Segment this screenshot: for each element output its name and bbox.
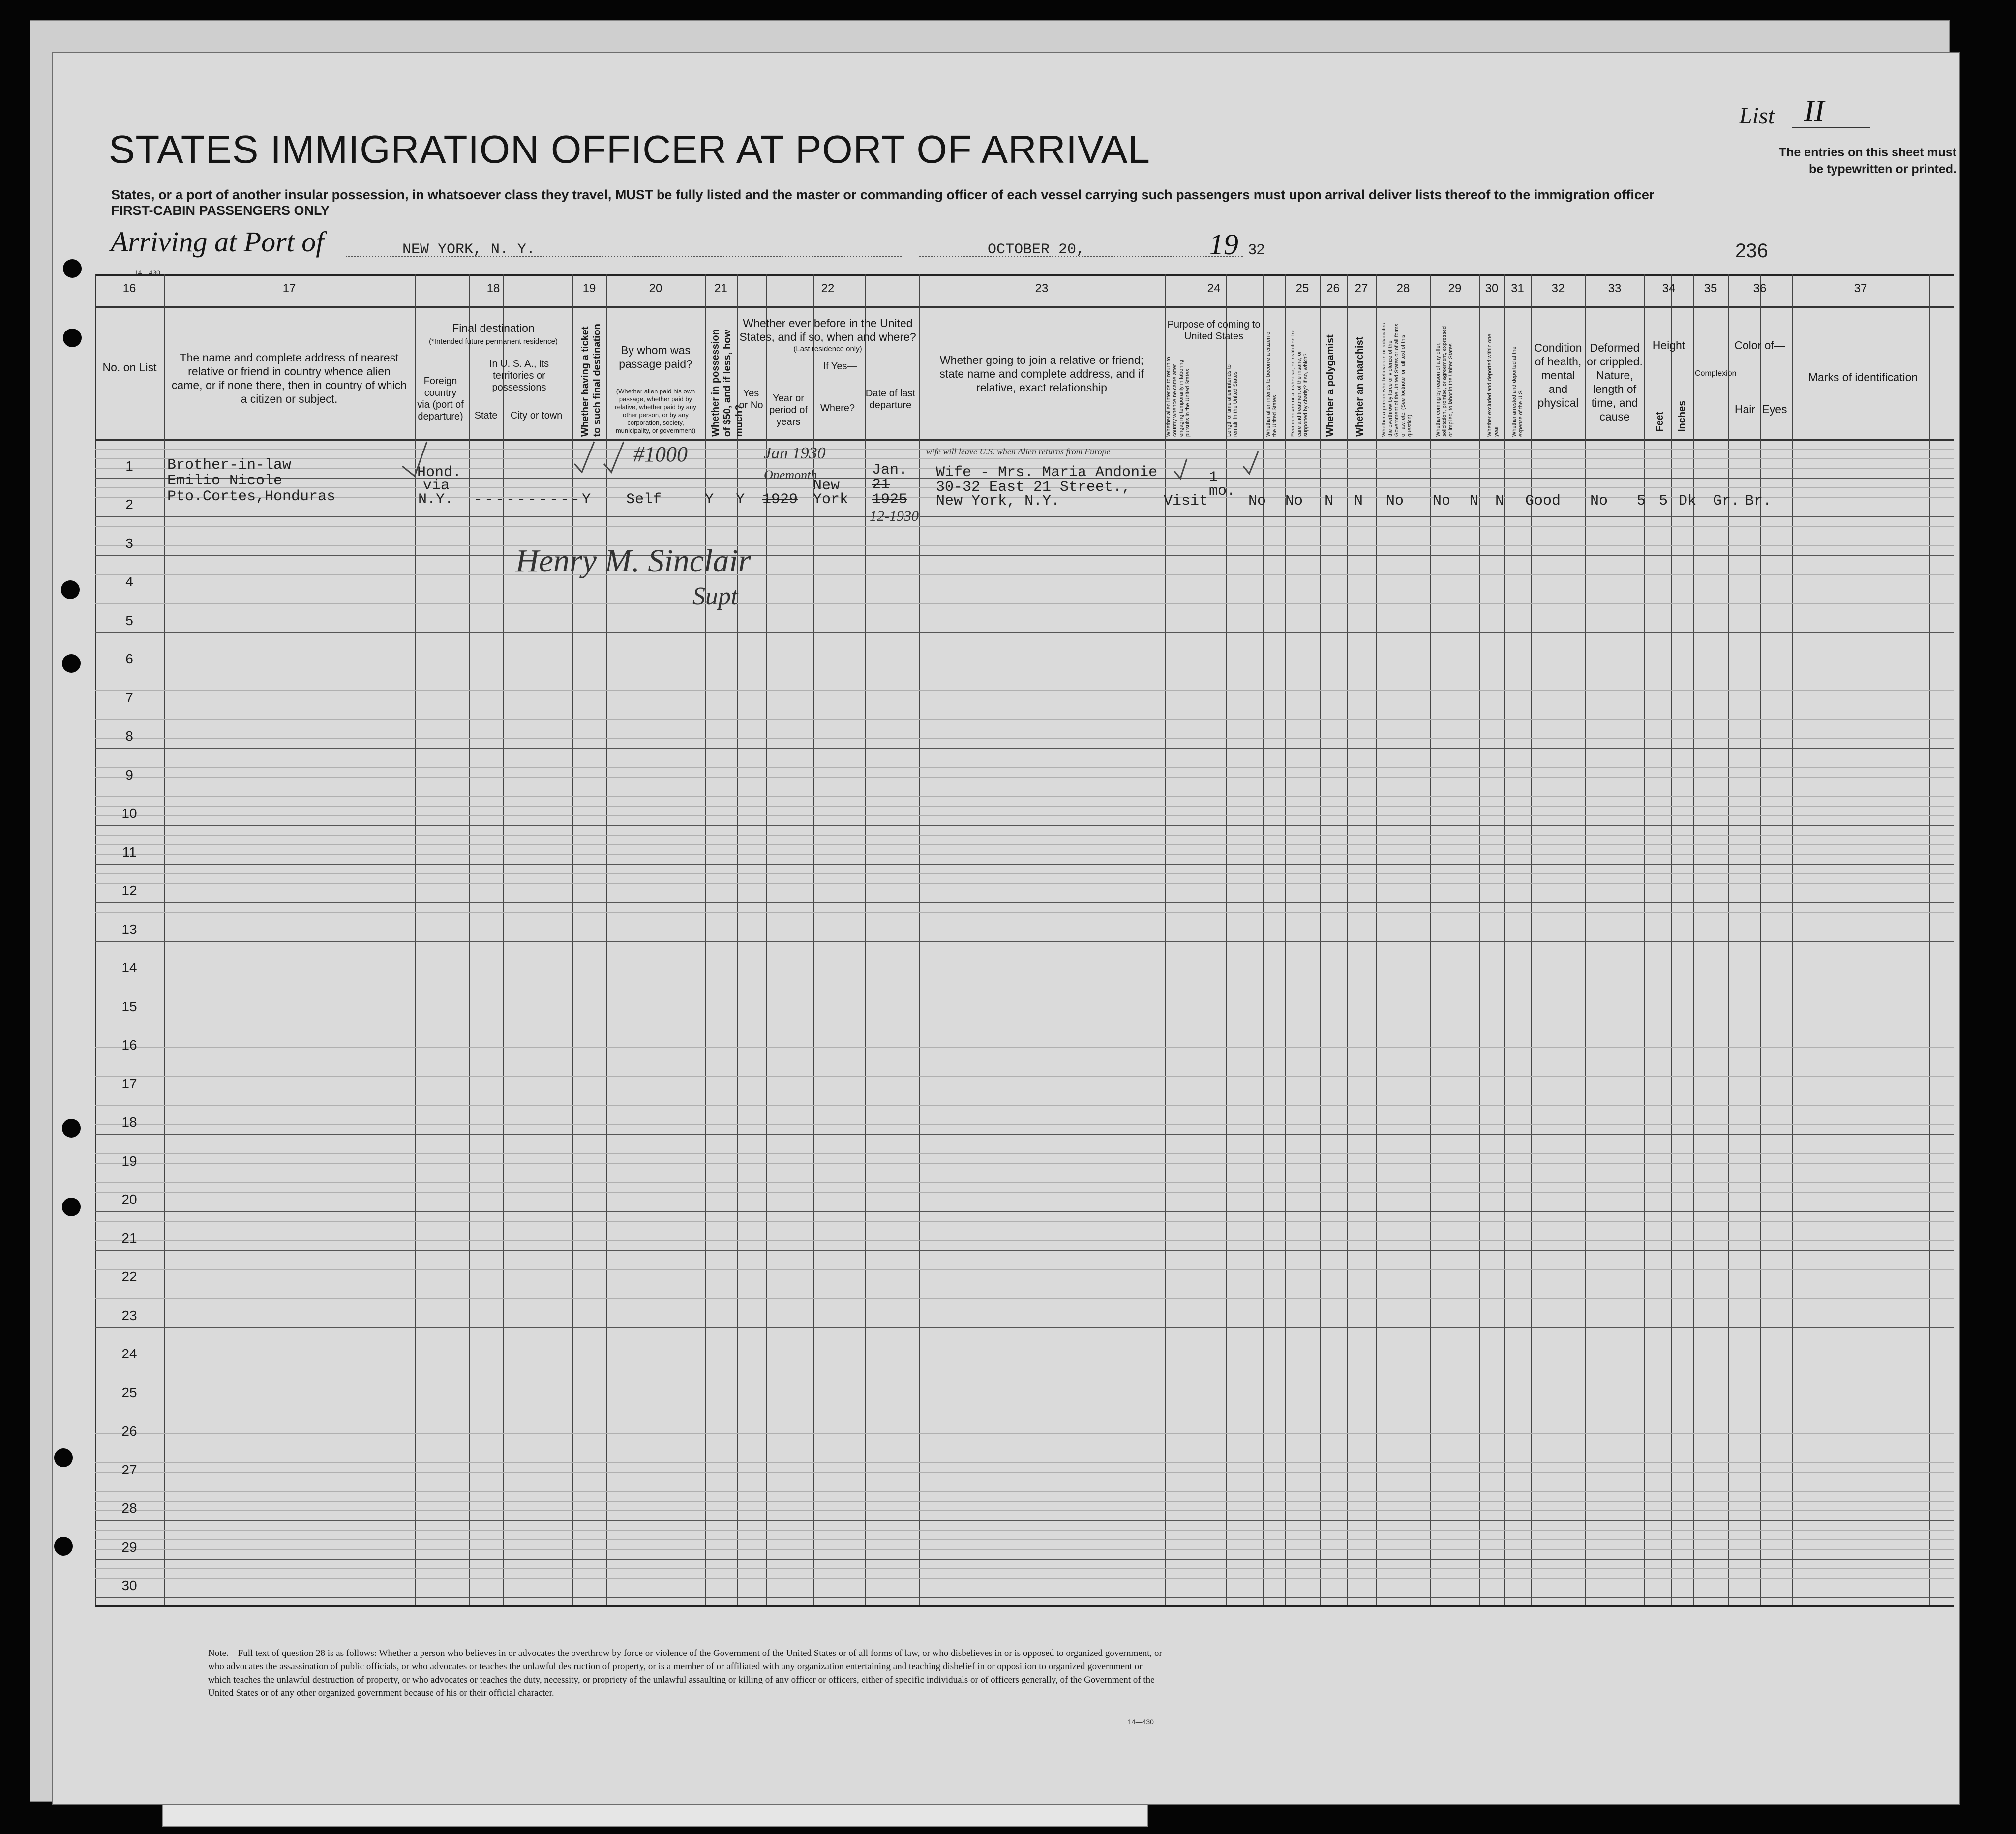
departure-handwritten: 12-1930 — [870, 508, 919, 524]
col-head-yes-no: Yes or No — [739, 388, 763, 411]
row-number: 19 — [121, 1153, 137, 1169]
col-head-feet: Feet — [1655, 411, 1665, 432]
citizen-value: No — [1248, 493, 1266, 510]
before-where-2: York — [813, 491, 849, 508]
row-number: 2 — [125, 497, 133, 512]
col-num-27: 27 — [1354, 282, 1368, 295]
join-line-3: New York, N.Y. — [936, 493, 1060, 510]
deformed-value: No — [1590, 493, 1608, 510]
row-number: 15 — [121, 998, 137, 1014]
before-year-handwritten: Jan 1930 — [764, 444, 826, 462]
passage-handwritten: #1000 — [633, 442, 688, 466]
row-number: 23 — [121, 1307, 137, 1323]
col-head-ticket: Whether having a ticket to such final destination — [580, 323, 602, 437]
col-head-no-on-list: No. on List — [102, 361, 157, 374]
health-value: Good — [1525, 493, 1561, 510]
col-head-marks: Marks of identification — [1808, 371, 1918, 384]
col-num-17: 17 — [282, 282, 296, 295]
col-head-polygamist: Whether a polygamist — [1325, 334, 1336, 437]
header-class: FIRST-CABIN PASSENGERS ONLY — [111, 203, 330, 218]
col-num-22: 22 — [821, 282, 835, 295]
col-head-state: State — [474, 410, 498, 421]
row-number: 5 — [125, 612, 133, 628]
signature-title: Supt — [692, 582, 738, 610]
list-label: List — [1739, 103, 1775, 129]
col-num-30: 30 — [1485, 282, 1499, 295]
stay-line-2: mo. — [1209, 483, 1236, 500]
prison-value: No — [1285, 493, 1303, 510]
punch-hole — [62, 1119, 81, 1138]
excluded-value: N — [1470, 493, 1479, 510]
col-head-passage-paid: By whom was passage paid? — [619, 344, 692, 370]
col-head-labor: Whether coming by reason of any offer, solicitation, promise, or agreement, expressed or implied, to labor in the United States — [1435, 326, 1454, 437]
col-head-passage-paid-sub: (Whether alien paid his own passage, whether paid by relative, whether paid by any other person, or by any corporation, society, municipality, or government) — [615, 388, 696, 434]
col-head-inches: Inches — [1677, 400, 1687, 432]
row-number: 3 — [125, 535, 133, 551]
row-number: 12 — [121, 883, 137, 898]
col-head-color: Color of— — [1734, 339, 1785, 352]
col-head-hair: Hair — [1734, 403, 1756, 416]
relative-line-3: Pto.Cortes,Honduras — [167, 488, 336, 505]
col-head-excluded: Whether excluded and deported within one year — [1487, 333, 1499, 437]
col-num-29: 29 — [1448, 282, 1462, 295]
page-title: STATES IMMIGRATION OFFICER AT PORT OF ARRIVAL — [109, 127, 1150, 171]
col-num-16: 16 — [122, 282, 136, 295]
footer-code: 14—430 — [1128, 1718, 1154, 1726]
departure-line-2: 21 — [872, 477, 890, 493]
col-head-health: Condition of health, mental and physical — [1534, 341, 1582, 409]
signature-name: Henry M. Sinclair — [515, 543, 751, 579]
row-number: 10 — [121, 806, 137, 821]
row-number: 13 — [121, 921, 137, 937]
arrested-value: N — [1495, 493, 1504, 510]
row-number: 9 — [125, 767, 133, 782]
foreign-line-2: via — [423, 478, 450, 494]
check-mark-24 — [1174, 459, 1187, 479]
before-year-handwritten-2: Onemonth — [764, 468, 817, 482]
footnote: Note.—Full text of question 28 is as follows: Whether a person who believes in or advocates the overthrow by force or violence of the Government of the United States or of all forms of law, or who disbelieves in or is opposed to organized government, or who advocates the assassination of public officials, or who advocates or teaches the unlawful destruction of property, or is a member of or affiliated with any organization entertaining and teaching disbelief in or opposition to organized government or which teaches the unlawful destruction of property, or who advocates or teaches the duty, necessity, or propriety of the unlawful assaulting or killing of any officer or officers, either of specific individuals or of officers generally, of the Government of the United States or of any other organized government because of his or their official character. — [208, 1648, 1162, 1698]
row-number: 25 — [121, 1384, 137, 1400]
col-head-advocates: Whether a person who believes in or advocates the overthrow by force or violence of the Government of the United States or of all forms of law, etc. (See footnote for full text of this question) — [1381, 323, 1413, 437]
col-head-fifty: Whether in possession of $50, and if less, how much? — [710, 329, 745, 437]
punch-hole — [61, 580, 80, 599]
col-head-foreign-country: Foreign country via (port of departure) — [417, 376, 464, 422]
col-num-33: 33 — [1608, 282, 1622, 295]
purpose-value: Visit — [1164, 493, 1208, 510]
col-num-36: 36 — [1753, 282, 1767, 295]
col-head-height: Height — [1652, 339, 1685, 352]
list-number: II — [1804, 94, 1825, 128]
anarchist-value: N — [1354, 493, 1363, 510]
before-where-1: New — [813, 478, 840, 494]
punch-hole — [63, 259, 82, 278]
col-head-citizen: Whether alien intends to become a citizen of the United States — [1265, 330, 1278, 437]
departure-line-1: Jan. — [872, 462, 908, 479]
fifty-value: Y — [705, 491, 714, 508]
punch-hole — [54, 1537, 73, 1556]
col-head-ever-before: Whether ever before in the United States, and if so, when and where? — [739, 317, 916, 343]
col-num-31: 31 — [1511, 282, 1524, 295]
row-number: 24 — [121, 1346, 137, 1361]
before-year-value: 1929 — [762, 491, 798, 508]
check-marks — [53, 53, 1959, 1804]
hair-value: Gr. — [1713, 493, 1740, 510]
col-num-35: 35 — [1704, 282, 1717, 295]
port-of-arrival: NEW YORK, N. Y. — [402, 241, 536, 258]
col-num-21: 21 — [714, 282, 727, 295]
col-num-20: 20 — [649, 282, 662, 295]
col-num-26: 26 — [1326, 282, 1340, 295]
col-num-18: 18 — [486, 282, 500, 295]
col-head-where: Where? — [820, 403, 855, 414]
col-head-last-departure: Date of last departure — [865, 388, 916, 411]
before-yes-value: Y — [736, 491, 745, 508]
col-head-final-destination-sub: (*Intended future permanent residence) — [429, 337, 558, 346]
col-head-eyes: Eyes — [1762, 403, 1787, 416]
polygamist-value: N — [1324, 493, 1334, 510]
row-number: 6 — [125, 651, 133, 666]
col-num-34: 34 — [1662, 282, 1676, 295]
col-head-prison: Ever in prison or almshouse, or institution for care and treatment of the insane, or supported by charity? If so, which? — [1290, 330, 1309, 437]
col-head-year: Year or period of years — [769, 393, 808, 427]
check-mark-20 — [604, 442, 624, 472]
row-number: 7 — [125, 690, 133, 705]
punch-hole — [62, 1198, 81, 1216]
entries-note-line2: be typewritten or printed. — [1808, 162, 1956, 176]
arrival-date: OCTOBER 20, — [988, 241, 1085, 258]
row-number: 29 — [121, 1539, 137, 1555]
year-suffix: 32 — [1248, 241, 1265, 258]
check-mark-25 — [1243, 451, 1258, 474]
col-num-28: 28 — [1396, 282, 1410, 295]
row-number: 11 — [122, 844, 137, 860]
col-num-19: 19 — [582, 282, 596, 295]
col-head-arrested: Whether arrested and deported at the expense of the U.S. — [1511, 346, 1524, 437]
col-head-length-of-time: Length of time alien intends to remain in the United States — [1226, 364, 1238, 437]
join-line-1: Wife - Mrs. Maria Andonie — [936, 464, 1158, 481]
foreign-line-1: Hond. — [417, 464, 462, 481]
row-number: 27 — [121, 1462, 137, 1477]
col-head-ever-before-sub: (Last residence only) — [793, 345, 862, 353]
col-num-24: 24 — [1207, 282, 1221, 295]
row-number: 16 — [121, 1037, 137, 1052]
departure-line-3: 1925 — [872, 491, 908, 508]
col-num-25: 25 — [1295, 282, 1309, 295]
year-prefix: 19 — [1209, 228, 1238, 261]
row-number: 4 — [125, 574, 133, 589]
col-head-relative: The name and complete address of nearest relative or friend in country whence alien came, or if none there, then in country of which a citizen or subject. — [171, 351, 407, 405]
relative-line-2: Emilio Nicole — [167, 473, 283, 489]
inches-value: 5 — [1659, 493, 1668, 510]
join-line-2: 30-32 East 21 Street., — [936, 479, 1131, 496]
complexion-value: Dk — [1679, 493, 1697, 510]
punch-hole — [62, 654, 81, 673]
row-number: 21 — [121, 1230, 137, 1246]
arriving-label: Arriving at Port of — [111, 226, 324, 258]
row-number: 20 — [121, 1192, 137, 1207]
header-instructions: States, or a port of another insular possession, in whatsoever class they travel, MUST be fully listed and the master or commanding officer of each vessel carrying such passengers must upon arrival deliver lists thereof to the immigration officer — [111, 187, 1655, 202]
row-number: 28 — [121, 1501, 137, 1516]
row-number: 1 — [125, 458, 133, 474]
labor-value: No — [1433, 493, 1451, 510]
col-head-complexion: Complexion — [1695, 369, 1737, 378]
relative-line-1: Brother-in-law — [167, 457, 292, 474]
eyes-value: Br. — [1745, 493, 1772, 510]
col-head-anarchist: Whether an anarchist — [1354, 336, 1365, 437]
stay-line-1: 1 — [1209, 469, 1218, 486]
row-number: 18 — [121, 1114, 137, 1130]
row-number: 8 — [125, 728, 133, 744]
form-code: 14—430 — [134, 269, 160, 276]
ticket-value: Y — [582, 491, 591, 508]
check-mark-19 — [574, 442, 594, 472]
punch-hole — [54, 1448, 73, 1467]
col-num-23: 23 — [1035, 282, 1049, 295]
entries-note-line1: The entries on this sheet must — [1778, 146, 1956, 159]
row-number: 17 — [121, 1076, 137, 1091]
col-head-usa: In U. S. A., its territories or possessions — [489, 359, 549, 393]
col-head-purpose: Purpose of coming to United States — [1167, 319, 1261, 342]
col-head-final-destination: Final destination — [452, 322, 535, 334]
col-head-deformed: Deformed or crippled. Nature, length of time, and cause — [1587, 341, 1643, 423]
row-number: 26 — [121, 1423, 137, 1439]
page-number: 236 — [1735, 240, 1768, 262]
foreign-line-3: N.Y. — [418, 491, 454, 508]
col-head-city: City or town — [510, 410, 563, 421]
row-number: 22 — [121, 1269, 137, 1284]
row-number: 30 — [121, 1578, 137, 1593]
passage-paid-value: Self — [626, 491, 662, 508]
row-number: 14 — [121, 960, 137, 975]
col-head-if-yes: If Yes— — [823, 361, 857, 372]
feet-value: 5 — [1637, 493, 1646, 510]
advocates-value: No — [1386, 493, 1404, 510]
join-handwritten: wife will leave U.S. when Alien returns from Europe — [926, 447, 1111, 456]
col-head-intends-return: Whether alien intends to return to country whence he came after engaging temporarily in laboring pursuits in the United States — [1166, 357, 1191, 437]
col-head-join-relative: Whether going to join a relative or friend; state name and complete address, and if relative, exact relationship — [939, 354, 1144, 394]
destination-state: ---------- — [474, 491, 582, 508]
punch-hole — [63, 329, 82, 347]
manifest-sheet — [52, 52, 1960, 1805]
check-mark-17 — [402, 442, 427, 476]
col-num-37: 37 — [1854, 282, 1867, 295]
col-num-32: 32 — [1551, 282, 1565, 295]
